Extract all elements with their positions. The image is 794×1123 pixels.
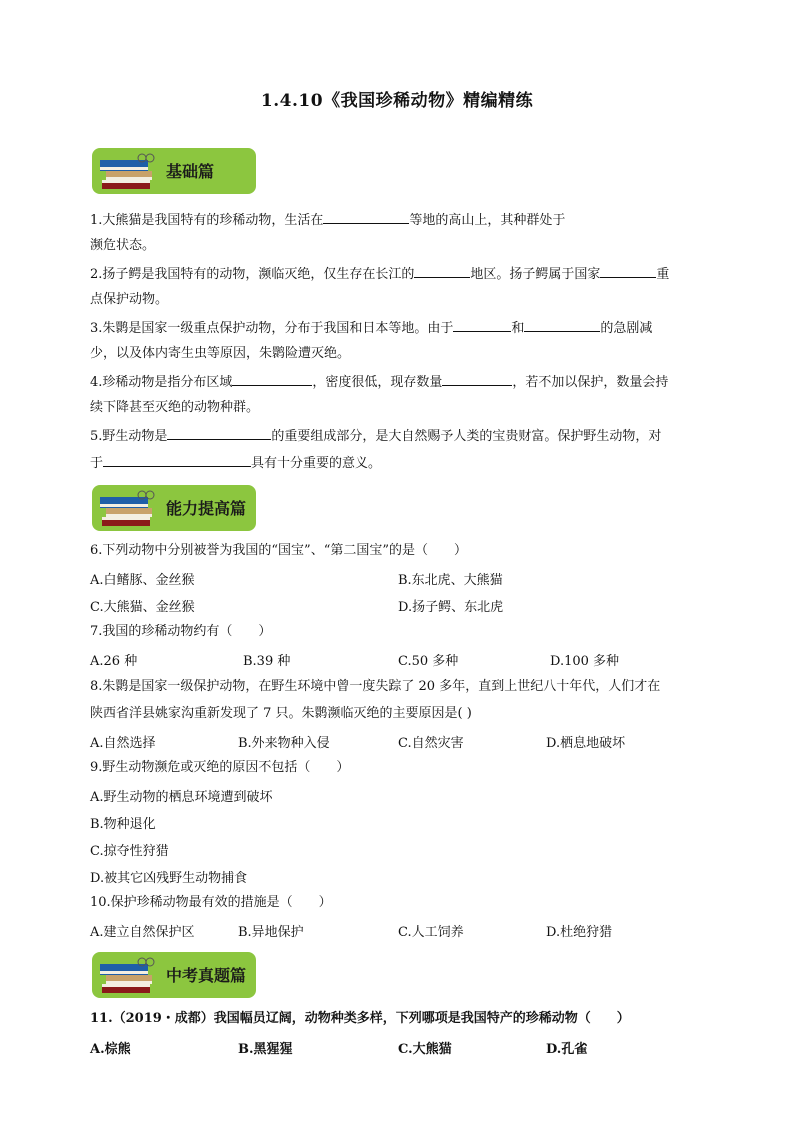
answer-blank[interactable]: [232, 372, 312, 386]
section-banner-advanced: [92, 485, 256, 531]
option-a[interactable]: A.白鳍豚、金丝猴: [90, 573, 195, 588]
option-b[interactable]: B.外来物种入侵: [238, 736, 330, 751]
answer-blank[interactable]: [600, 264, 656, 278]
option-a[interactable]: A.26 种: [90, 654, 138, 669]
answer-blank[interactable]: [323, 210, 409, 224]
question-6: 6.下列动物中分别被誉为我国的“国宝”、“第二国宝”的是（ ）: [90, 543, 467, 558]
option-c[interactable]: C.大熊猫: [398, 1042, 452, 1057]
books-icon: [96, 954, 158, 998]
option-a[interactable]: A.建立自然保护区: [90, 925, 195, 940]
question-3-line2: 少，以及体内寄生虫等原因，朱鹮险遭灭绝。: [90, 346, 351, 361]
books-icon: [96, 487, 158, 531]
option-c[interactable]: C.50 多种: [398, 654, 459, 669]
option-b[interactable]: B.异地保护: [238, 925, 304, 940]
question-10: 10.保护珍稀动物最有效的措施是（ ）: [90, 895, 332, 910]
question-7: 7.我国的珍稀动物约有（ ）: [90, 624, 272, 639]
question-5-line2: 于 具有十分重要的意义。: [90, 453, 381, 473]
option-c[interactable]: C.自然灾害: [398, 736, 464, 751]
option-b[interactable]: B.39 种: [243, 654, 291, 669]
question-4: 4.珍稀动物是指分布区域 ，密度很低，现存数量 ，若不加以保护，数量会持: [90, 372, 668, 392]
answer-blank[interactable]: [453, 318, 511, 332]
option-d[interactable]: D.被其它凶残野生动物捕食: [90, 871, 248, 886]
question-4-line2: 续下降甚至灭绝的动物种群。: [90, 400, 260, 415]
option-c[interactable]: C.人工饲养: [398, 925, 464, 940]
question-11: 11.（2019・成都）我国幅员辽阔，动物种类多样，下列哪项是我国特产的珍稀动物（ ）: [90, 1011, 630, 1026]
books-icon: [96, 150, 158, 194]
question-1: 1.大熊猫是我国特有的珍稀动物，生活在 等地的高山上，其种群处于: [90, 210, 565, 230]
option-d[interactable]: D.孔雀: [546, 1042, 588, 1057]
answer-blank[interactable]: [103, 453, 251, 467]
question-3: 3.朱鹮是国家一级重点保护动物，分布于我国和日本等地。由于 和 的急剧减: [90, 318, 652, 338]
question-8: 8.朱鹮是国家一级保护动物，在野生环境中曾一度失踪了 20 多年，直到上世纪八十年代，人们才在: [90, 679, 661, 694]
option-d[interactable]: D.杜绝狩猎: [546, 925, 613, 940]
option-b[interactable]: B.物种退化: [90, 817, 156, 832]
section-banner-basic: [92, 148, 256, 194]
option-b[interactable]: B.黑猩猩: [238, 1042, 293, 1057]
option-c[interactable]: C.大熊猫、金丝猴: [90, 600, 195, 615]
option-d[interactable]: D.扬子鳄、东北虎: [398, 600, 504, 615]
section-label-basic: 基础篇: [166, 162, 215, 181]
question-5: 5.野生动物是 的重要组成部分，是大自然赐予人类的宝贵财富。保护野生动物，对: [90, 426, 661, 446]
section-label-advanced: 能力提高篇: [166, 499, 247, 518]
option-d[interactable]: D.栖息地破坏: [546, 736, 626, 751]
question-1-line2: 濒危状态。: [90, 238, 156, 253]
option-d[interactable]: D.100 多种: [550, 654, 620, 669]
answer-blank[interactable]: [524, 318, 600, 332]
page-title: 1.4.10《我国珍稀动物》精编精练: [260, 91, 534, 111]
answer-blank[interactable]: [414, 264, 470, 278]
question-9: 9.野生动物濒危或灭绝的原因不包括（ ）: [90, 760, 350, 775]
section-banner-exam: [92, 952, 256, 998]
question-8-line2: 陕西省洋县姚家沟重新发现了 7 只。朱鹮濒临灭绝的主要原因是( ): [90, 706, 472, 721]
option-a[interactable]: A.野生动物的栖息环境遭到破坏: [90, 790, 273, 805]
section-label-exam: 中考真题篇: [166, 966, 247, 985]
option-b[interactable]: B.东北虎、大熊猫: [398, 573, 503, 588]
option-a[interactable]: A.自然选择: [90, 736, 156, 751]
answer-blank[interactable]: [442, 372, 512, 386]
question-2-line2: 点保护动物。: [90, 292, 169, 307]
question-2: 2.扬子鳄是我国特有的动物，濒临灭绝，仅生存在长江的 地区。扬子鳄属于国家 重: [90, 264, 669, 284]
answer-blank[interactable]: [167, 426, 271, 440]
option-a[interactable]: A.棕熊: [90, 1042, 131, 1057]
option-c[interactable]: C.掠夺性狩猎: [90, 844, 169, 859]
